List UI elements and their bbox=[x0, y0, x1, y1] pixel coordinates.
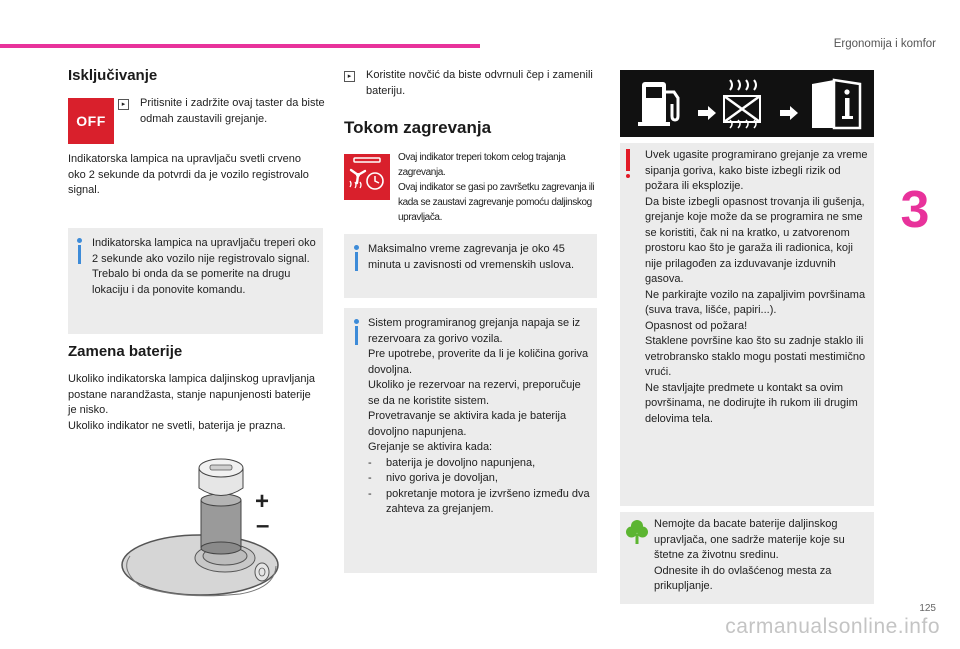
remote-control-battery-illustration bbox=[110, 448, 280, 600]
warning-paragraph: Ne stavljajte predmete u kontakt sa ovim površinama, ne dodirujte ih rukom ili drugim delovima tela. bbox=[645, 381, 858, 425]
list-item-text: baterija je dovoljno napunjena, bbox=[386, 456, 536, 469]
page-number: 125 bbox=[919, 603, 936, 614]
info-box-signal bbox=[68, 228, 323, 334]
battery-heading: Zamena baterije bbox=[68, 343, 183, 360]
battery-paragraph: Ukoliko indikatorska lampica daljinskog upravljanja postane narandžasta, stanje napunjenosti baterije je nisko. bbox=[68, 373, 316, 416]
watermark: carmanualsonline.info bbox=[725, 615, 940, 638]
chapter-title: Ergonomija i komfor bbox=[833, 38, 936, 50]
warning-paragraph: Da biste izbegli opasnost trovanja ili gušenja, grejanje koje može da se programira ne sme se koristiti, čak ni na kratko, u zatvorenom prostoru kao što je garaža ili radionica, koji nije prilagođen za izduvavanje izduvnih gasova. bbox=[645, 195, 865, 285]
battery-minus-label: – bbox=[256, 512, 270, 539]
list-item: - baterija je dovoljno napunjena, bbox=[368, 456, 536, 469]
battery-text bbox=[68, 372, 318, 434]
eco-paragraph: Nemojte da bacate baterije daljinskog upravljača, one sadrže materije koje su štetne za životnu sredinu. bbox=[654, 518, 845, 561]
step-bullet-icon: ▸ bbox=[344, 71, 355, 82]
warning-icon bbox=[626, 149, 630, 178]
info-box-line: Trebalo bi onda da se pomerite na drugu lokaciju i da ponovite komandu. bbox=[92, 268, 291, 296]
fuel-pump-icon bbox=[638, 82, 678, 126]
list-item: - nivo goriva je dovoljan, bbox=[368, 472, 498, 484]
warning-box bbox=[620, 143, 874, 506]
heating-paragraph: Ovaj indikator se gasi po završetku zagrevanja ili kada se zaustavi zagrevanje pomoću daljinskog upravljača. bbox=[398, 182, 595, 223]
info-box-max-time-text: Maksimalno vreme zagrevanja je oko 45 minuta u zavisnosti od vremenskih uslova. bbox=[368, 243, 575, 271]
coin-step-text: Koristite novčić da biste odvrnuli čep i zamenili bateriju. bbox=[366, 69, 593, 97]
list-item-text: nivo goriva je dovoljan, bbox=[386, 472, 498, 484]
step-bullet-icon: ▸ bbox=[118, 99, 129, 110]
info-box-signal-text bbox=[92, 236, 317, 298]
header-accent-bar bbox=[0, 44, 480, 48]
heating-description bbox=[398, 150, 598, 225]
warning-text bbox=[645, 148, 870, 427]
heating-heading: Tokom zagrevanja bbox=[344, 118, 492, 137]
heating-timer-icon bbox=[344, 154, 390, 200]
manual-book-icon bbox=[812, 80, 860, 128]
switching-off-step bbox=[121, 96, 326, 127]
heating-paragraph: Ovaj indikator treperi tokom celog trajanja zagrevanja. bbox=[398, 152, 566, 178]
warning-paragraph: Staklene površine kao što su zadnje staklo ili vetrobransko staklo mogu postati mestimično vrući. bbox=[645, 335, 866, 378]
eco-paragraph: Odnesite ih do ovlašćenog mesta za prikupljanje. bbox=[654, 564, 832, 592]
no-heating-icon bbox=[724, 80, 760, 128]
system-paragraph: Ukoliko je rezervoar na rezervi, preporučuje se da ne koristite sistem. bbox=[368, 379, 581, 407]
info-icon bbox=[76, 238, 82, 264]
chapter-number: 3 bbox=[900, 181, 930, 239]
info-box-line: Indikatorska lampica na upravljaču treperi oko 2 sekunde ako vozilo nije registrovalo signal. bbox=[92, 237, 316, 265]
switching-off-paragraph: Indikatorska lampica na upravljaču svetli crveno oko 2 sekunde da potvrdi da je vozilo registrovalo signal. bbox=[68, 153, 309, 196]
info-box-system bbox=[344, 308, 597, 573]
list-item: - pokretanje motora je izvršeno između dva zahteva za grejanjem. bbox=[368, 487, 590, 515]
system-paragraph: Pre upotrebe, proverite da li je količina goriva dovoljna. bbox=[368, 348, 589, 376]
off-button-icon: OFF bbox=[68, 98, 114, 144]
eco-box bbox=[620, 512, 874, 604]
system-paragraph: Provetravanje se aktivira kada je baterija dovoljno napunjena. bbox=[368, 410, 567, 438]
warning-paragraph: Ne parkirajte vozilo na zapaljivim površinama (suva trava, lišće, papiri...). bbox=[645, 288, 866, 316]
coin-step bbox=[344, 68, 594, 99]
list-item-text: pokretanje motora je izvršeno između dva zahteva za grejanjem. bbox=[386, 487, 590, 515]
symbol-strip bbox=[620, 70, 874, 137]
system-paragraph: Grejanje se aktivira kada: bbox=[368, 441, 493, 453]
warning-paragraph: Uvek ugasite programirano grejanje za vreme sipanja goriva, kako biste izbegli rizik od požara ili eksplozije. bbox=[645, 149, 868, 192]
info-icon bbox=[353, 245, 359, 271]
system-paragraph: Sistem programiranog grejanja napaja se iz rezervoara za gorivo vozila. bbox=[368, 317, 581, 345]
info-box-system-text bbox=[368, 316, 594, 518]
warning-paragraph: Opasnost od požara! bbox=[645, 319, 748, 332]
switching-off-heading: Isključivanje bbox=[68, 67, 158, 84]
battery-paragraph: Ukoliko indikator ne svetli, baterija je prazna. bbox=[68, 419, 286, 432]
battery-plus-label: + bbox=[255, 488, 270, 515]
info-box-max-time bbox=[344, 234, 597, 298]
tree-icon bbox=[626, 519, 648, 545]
arrow-right-icon bbox=[698, 106, 716, 120]
eco-text bbox=[654, 517, 870, 595]
info-icon bbox=[353, 319, 359, 345]
switching-off-step-text: Pritisnite i zadržite ovaj taster da biste odmah zaustavili grejanje. bbox=[140, 97, 325, 125]
arrow-right-icon bbox=[780, 106, 798, 120]
